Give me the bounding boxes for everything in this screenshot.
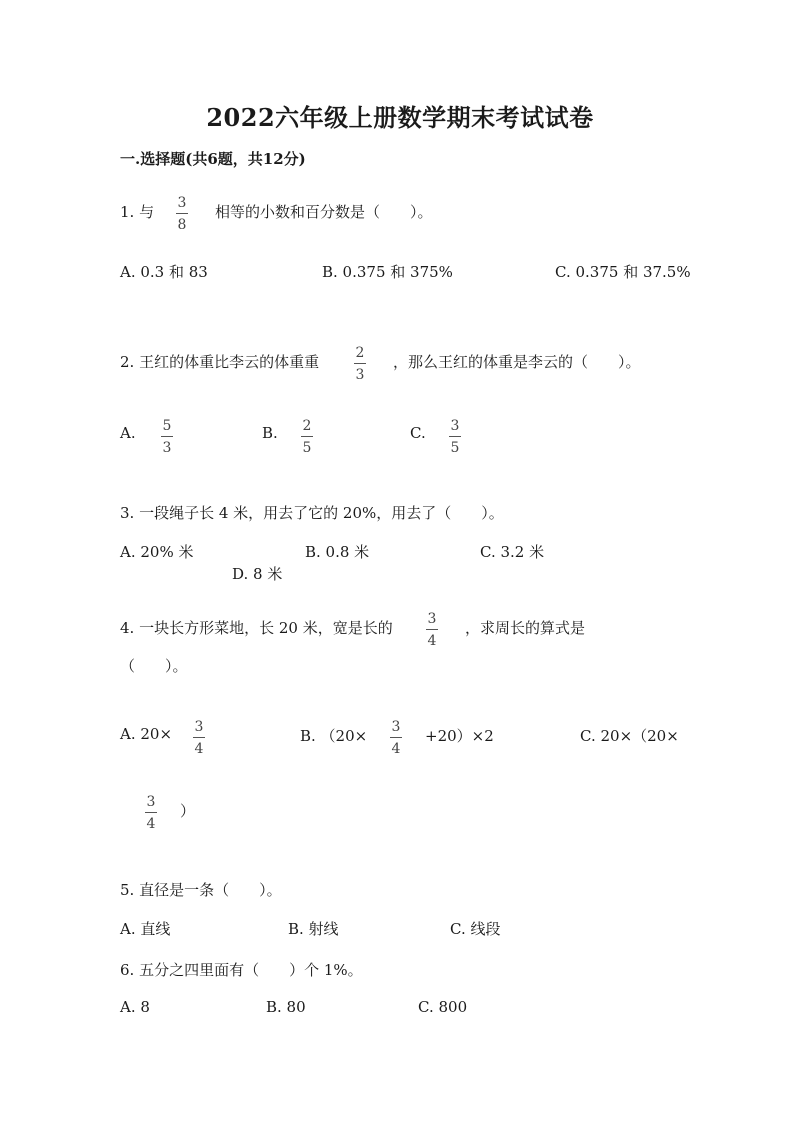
question-2-option-b-fraction — [301, 419, 313, 455]
question-2-option-b[interactable]: B. — [262, 424, 278, 442]
fraction-denominator: 3 — [162, 440, 172, 456]
question-4-stem-mid: ，求周长的算式是 — [465, 619, 586, 637]
question-4-option-b-tail: +20）×2 — [425, 727, 494, 745]
question-1-fraction — [176, 196, 188, 232]
fraction-numerator: 5 — [162, 418, 172, 434]
fraction-numerator: 3 — [146, 794, 156, 810]
fraction-denominator: 4 — [146, 816, 156, 832]
question-3-option-d[interactable]: D. 8 米 — [232, 565, 283, 583]
fraction-denominator: 5 — [450, 440, 460, 456]
question-1-stem-end: 相等的小数和百分数是（ ）。 — [215, 203, 433, 221]
question-6-option-b[interactable]: B. 80 — [266, 998, 306, 1016]
fraction-denominator: 4 — [391, 741, 401, 757]
question-5-option-b[interactable]: B. 射线 — [288, 920, 339, 938]
section-heading: 一.选择题(共6题，共12分) — [120, 150, 306, 168]
question-5-option-c[interactable]: C. 线段 — [450, 920, 501, 938]
question-1-option-c[interactable]: C. 0.375 和 37.5% — [555, 263, 691, 281]
fraction-numerator: 3 — [177, 195, 187, 211]
question-3-option-c[interactable]: C. 3.2 米 — [480, 543, 545, 561]
question-5-stem: 5. 直径是一条（ ）。 — [120, 881, 282, 899]
question-2-option-c-fraction — [449, 419, 461, 455]
question-1-option-b[interactable]: B. 0.375 和 375% — [322, 263, 453, 281]
question-3-option-a[interactable]: A. 20% 米 — [120, 543, 194, 561]
fraction-denominator: 8 — [177, 217, 187, 233]
fraction-denominator: 4 — [427, 633, 437, 649]
fraction-numerator: 3 — [391, 719, 401, 735]
question-6-option-a[interactable]: A. 8 — [120, 998, 150, 1016]
fraction-bar — [145, 812, 157, 813]
fraction-numerator: 2 — [355, 345, 365, 361]
fraction-denominator: 4 — [194, 741, 204, 757]
question-3-stem: 3. 一段绳子长 4 米，用去了它的 20%，用去了（ ）。 — [120, 504, 504, 522]
question-4-stem-end: （ ）。 — [120, 657, 188, 675]
fraction-bar — [390, 737, 402, 738]
fraction-bar — [426, 629, 438, 630]
question-1-stem-start: 1. 与 — [120, 203, 155, 221]
question-4-option-c[interactable]: C. 20×（20× — [580, 727, 679, 745]
fraction-numerator: 2 — [302, 418, 312, 434]
fraction-bar — [161, 436, 173, 437]
fraction-bar — [301, 436, 313, 437]
question-2-fraction — [354, 346, 366, 382]
question-6-stem: 6. 五分之四里面有（ ）个 1%。 — [120, 961, 363, 979]
fraction-bar — [176, 213, 188, 214]
fraction-bar — [354, 363, 366, 364]
question-4-option-a[interactable]: A. 20× — [120, 725, 173, 743]
fraction-numerator: 3 — [427, 611, 437, 627]
question-5-option-a[interactable]: A. 直线 — [120, 920, 171, 938]
question-3-option-b[interactable]: B. 0.8 米 — [305, 543, 370, 561]
question-4-option-c-tail: ） — [180, 802, 196, 820]
fraction-numerator: 3 — [194, 719, 204, 735]
question-2-stem-end: ，那么王红的体重是李云的（ ）。 — [393, 353, 641, 371]
question-4-stem-start: 4. 一块长方形菜地，长 20 米，宽是长的 — [120, 619, 393, 637]
fraction-denominator: 3 — [355, 367, 365, 383]
question-6-option-c[interactable]: C. 800 — [418, 998, 468, 1016]
fraction-bar — [193, 737, 205, 738]
fraction-numerator: 3 — [450, 418, 460, 434]
question-4-fraction — [426, 612, 438, 648]
fraction-denominator: 5 — [302, 440, 312, 456]
fraction-bar — [449, 436, 461, 437]
question-2-option-a-fraction — [161, 419, 173, 455]
question-2-option-c[interactable]: C. — [410, 424, 426, 442]
question-1-option-a[interactable]: A. 0.3 和 83 — [120, 263, 208, 281]
question-4-option-a-fraction — [193, 720, 205, 756]
question-4-option-b[interactable]: B. （20× — [300, 727, 368, 745]
question-4-option-c-fraction — [145, 795, 157, 831]
page-title: 2022六年级上册数学期末考试试卷 — [206, 103, 594, 132]
question-4-option-b-fraction — [390, 720, 402, 756]
question-2-stem-start: 2. 王红的体重比李云的体重重 — [120, 353, 320, 371]
question-2-option-a[interactable]: A. — [120, 424, 136, 442]
